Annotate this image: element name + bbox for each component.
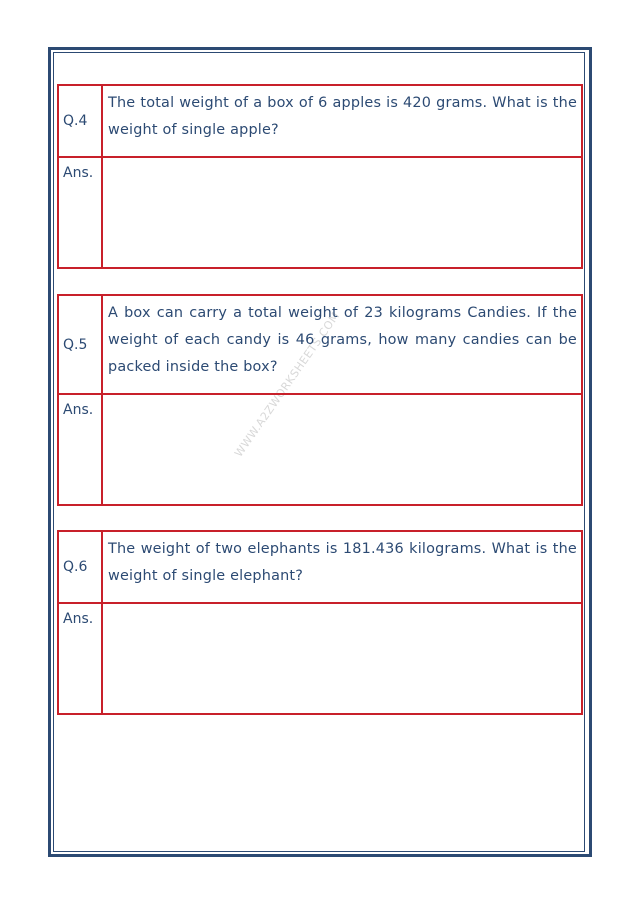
answer-area[interactable] [103,158,581,267]
question-number: Q.4 [59,86,103,156]
answer-label: Ans. [59,395,103,504]
answer-row [59,602,581,713]
question-box-5 [57,294,583,506]
answer-area[interactable] [103,395,581,504]
question-row [59,296,581,393]
answer-area[interactable] [103,604,581,713]
question-text: The total weight of a box of 6 apples is 420 grams. What is the weight of single apple? [108,95,577,138]
question-text: A box can carry a total weight of 23 kilograms Candies. If the weight of each candy is 46 grams, how many candies can be packed inside the box? [108,305,577,375]
question-row [59,532,581,602]
question-number: Q.6 [59,532,103,602]
question-box-4 [57,84,583,269]
answer-label: Ans. [59,604,103,713]
watermark: WWW.A2ZWORKSHEETS.COM [232,309,343,460]
question-number: Q.5 [59,296,103,393]
answer-row [59,156,581,267]
question-box-6 [57,530,583,715]
question-row [59,86,581,156]
answer-row [59,393,581,504]
question-text: The weight of two elephants is 181.436 kilograms. What is the weight of single elephant? [108,541,577,584]
answer-label: Ans. [59,158,103,267]
